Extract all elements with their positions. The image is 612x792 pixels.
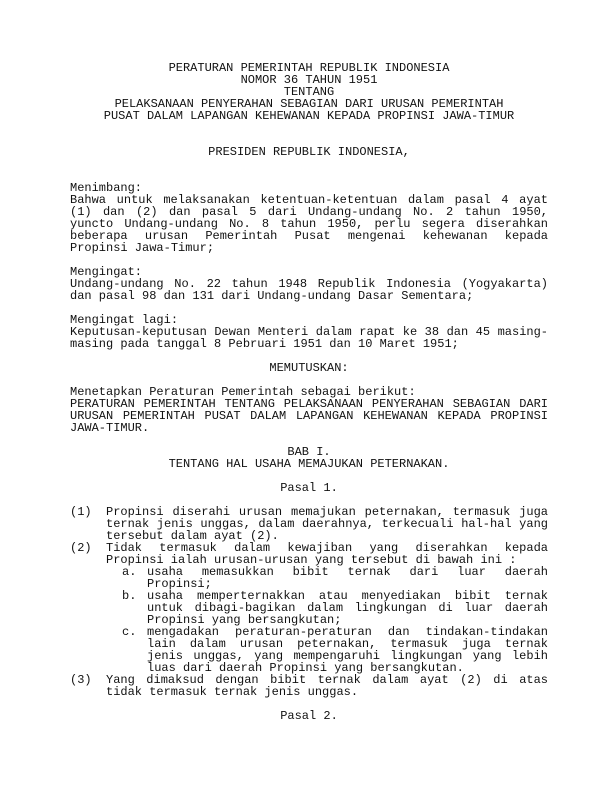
bab-heading: BAB I. xyxy=(287,445,331,459)
section-mengingat xyxy=(70,266,548,302)
mengingat-lagi-body: Keputusan-keputusan Dewan Menteri dalam rapat ke 38 dan 45 masing-masing pada tanggal 8 Pebruari 1951 dan 10 Maret 1951; xyxy=(70,325,548,351)
section-mengingat-lagi xyxy=(70,314,548,350)
sub-item-a xyxy=(122,566,548,590)
sub-item-text: usaha memasukkan bibit ternak dari luar daerah Propinsi; xyxy=(147,565,548,591)
section-menimbang xyxy=(70,182,548,254)
item-text: Yang dimaksud dengan bibit ternak dalam ayat (2) di atas tidak termasuk ternak jenis unggas. xyxy=(106,673,548,699)
title-line-2: NOMOR 36 TAHUN 1951 xyxy=(240,73,378,87)
item-number: (3) xyxy=(70,673,92,687)
item-text: Propinsi diserahi urusan memajukan peternakan, termasuk juga ternak jenis unggas, dalam daerahnya, terkecuali hal-hal yang tersebut dalam ayat (2). xyxy=(106,505,548,543)
list-item-2 xyxy=(70,542,548,674)
sub-item-letter: c. xyxy=(122,625,137,639)
menetapkan-intro: Menetapkan Peraturan Pemerintah sebagai berikut: xyxy=(70,385,416,399)
pasal1-heading: Pasal 1. xyxy=(280,481,338,495)
title-line-3: TENTANG xyxy=(283,85,335,99)
memutuskan-heading: MEMUTUSKAN: xyxy=(269,361,349,375)
mengingat-label: Mengingat: xyxy=(70,265,143,279)
title-line-1: PERATURAN PEMERINTAH REPUBLIK INDONESIA xyxy=(168,61,450,75)
document-title-block xyxy=(70,62,548,122)
title-line-4: PELAKSANAAN PENYERAHAN SEBAGIAN DARI URUSAN PEMERINTAH xyxy=(114,97,504,111)
pasal2-heading: Pasal 2. xyxy=(280,709,338,723)
title-line-5: PUSAT DALAM LAPANGAN KEHEWANAN KEPADA PROPINSI JAWA-TIMUR xyxy=(103,109,515,123)
menetapkan-body: PERATURAN PEMERINTAH TENTANG PELAKSANAAN PENYERAHAN SEBAGIAN DARI URUSAN PEMERINTAH PUSAT DALAM LAPANGAN KEHEWANAN KEPADA PROPINSI JAWA-TIMUR. xyxy=(70,397,548,435)
bab-subheading: TENTANG HAL USAHA MEMAJUKAN PETERNAKAN. xyxy=(168,457,450,471)
sub-item-text: usaha memperternakkan atau menyediakan bibit ternak untuk dibagi-bagikan dalam lingkungan di luar daerah Propinsi yang bersangkutan; xyxy=(147,589,548,627)
presiden-line: PRESIDEN REPUBLIK INDONESIA, xyxy=(208,145,410,159)
sub-item-letter: a. xyxy=(122,565,137,579)
item-text: Tidak termasuk dalam kewajiban yang diserahkan kepada Propinsi ialah urusan-urusan yang tersebut di bawah ini : xyxy=(106,541,548,567)
menimbang-body: Bahwa untuk melaksanakan ketentuan-ketentuan dalam pasal 4 ayat (1) dan (2) dan pasal 5 dari Undang-undang No. 2 tahun 1950, yuncto Undang-undang No. 8 tahun 1950, perlu segera diserahkan beberapa urusan Pemerintah Pusat mengenai kehewanan kepada Propinsi Jawa-Timur; xyxy=(70,193,548,255)
list-item-1 xyxy=(70,506,548,542)
sub-item-c xyxy=(122,626,548,674)
mengingat-lagi-label: Mengingat lagi: xyxy=(70,313,179,327)
menimbang-label: Menimbang: xyxy=(70,181,143,195)
list-item-3 xyxy=(70,674,548,698)
sub-item-text: mengadakan peraturan-peraturan dan tindakan-tindakan lain dalam urusan peternakan, termasuk juga ternak jenis unggas, yang mempengaruhi lingkungan yang lebih luas dari daerah Propinsi yang bersangkutan. xyxy=(147,625,548,675)
bab-heading-block xyxy=(70,446,548,470)
sub-item-letter: b. xyxy=(122,589,137,603)
sub-item-b xyxy=(122,590,548,626)
item-number: (2) xyxy=(70,541,92,555)
mengingat-body: Undang-undang No. 22 tahun 1948 Republik Indonesia (Yogyakarta) dan pasal 98 dan 131 dari Undang-undang Dasar Sementara; xyxy=(70,277,548,303)
item-body xyxy=(106,542,548,674)
item-number: (1) xyxy=(70,505,92,519)
section-menetapkan xyxy=(70,386,548,434)
pasal1-item-list xyxy=(70,506,548,698)
